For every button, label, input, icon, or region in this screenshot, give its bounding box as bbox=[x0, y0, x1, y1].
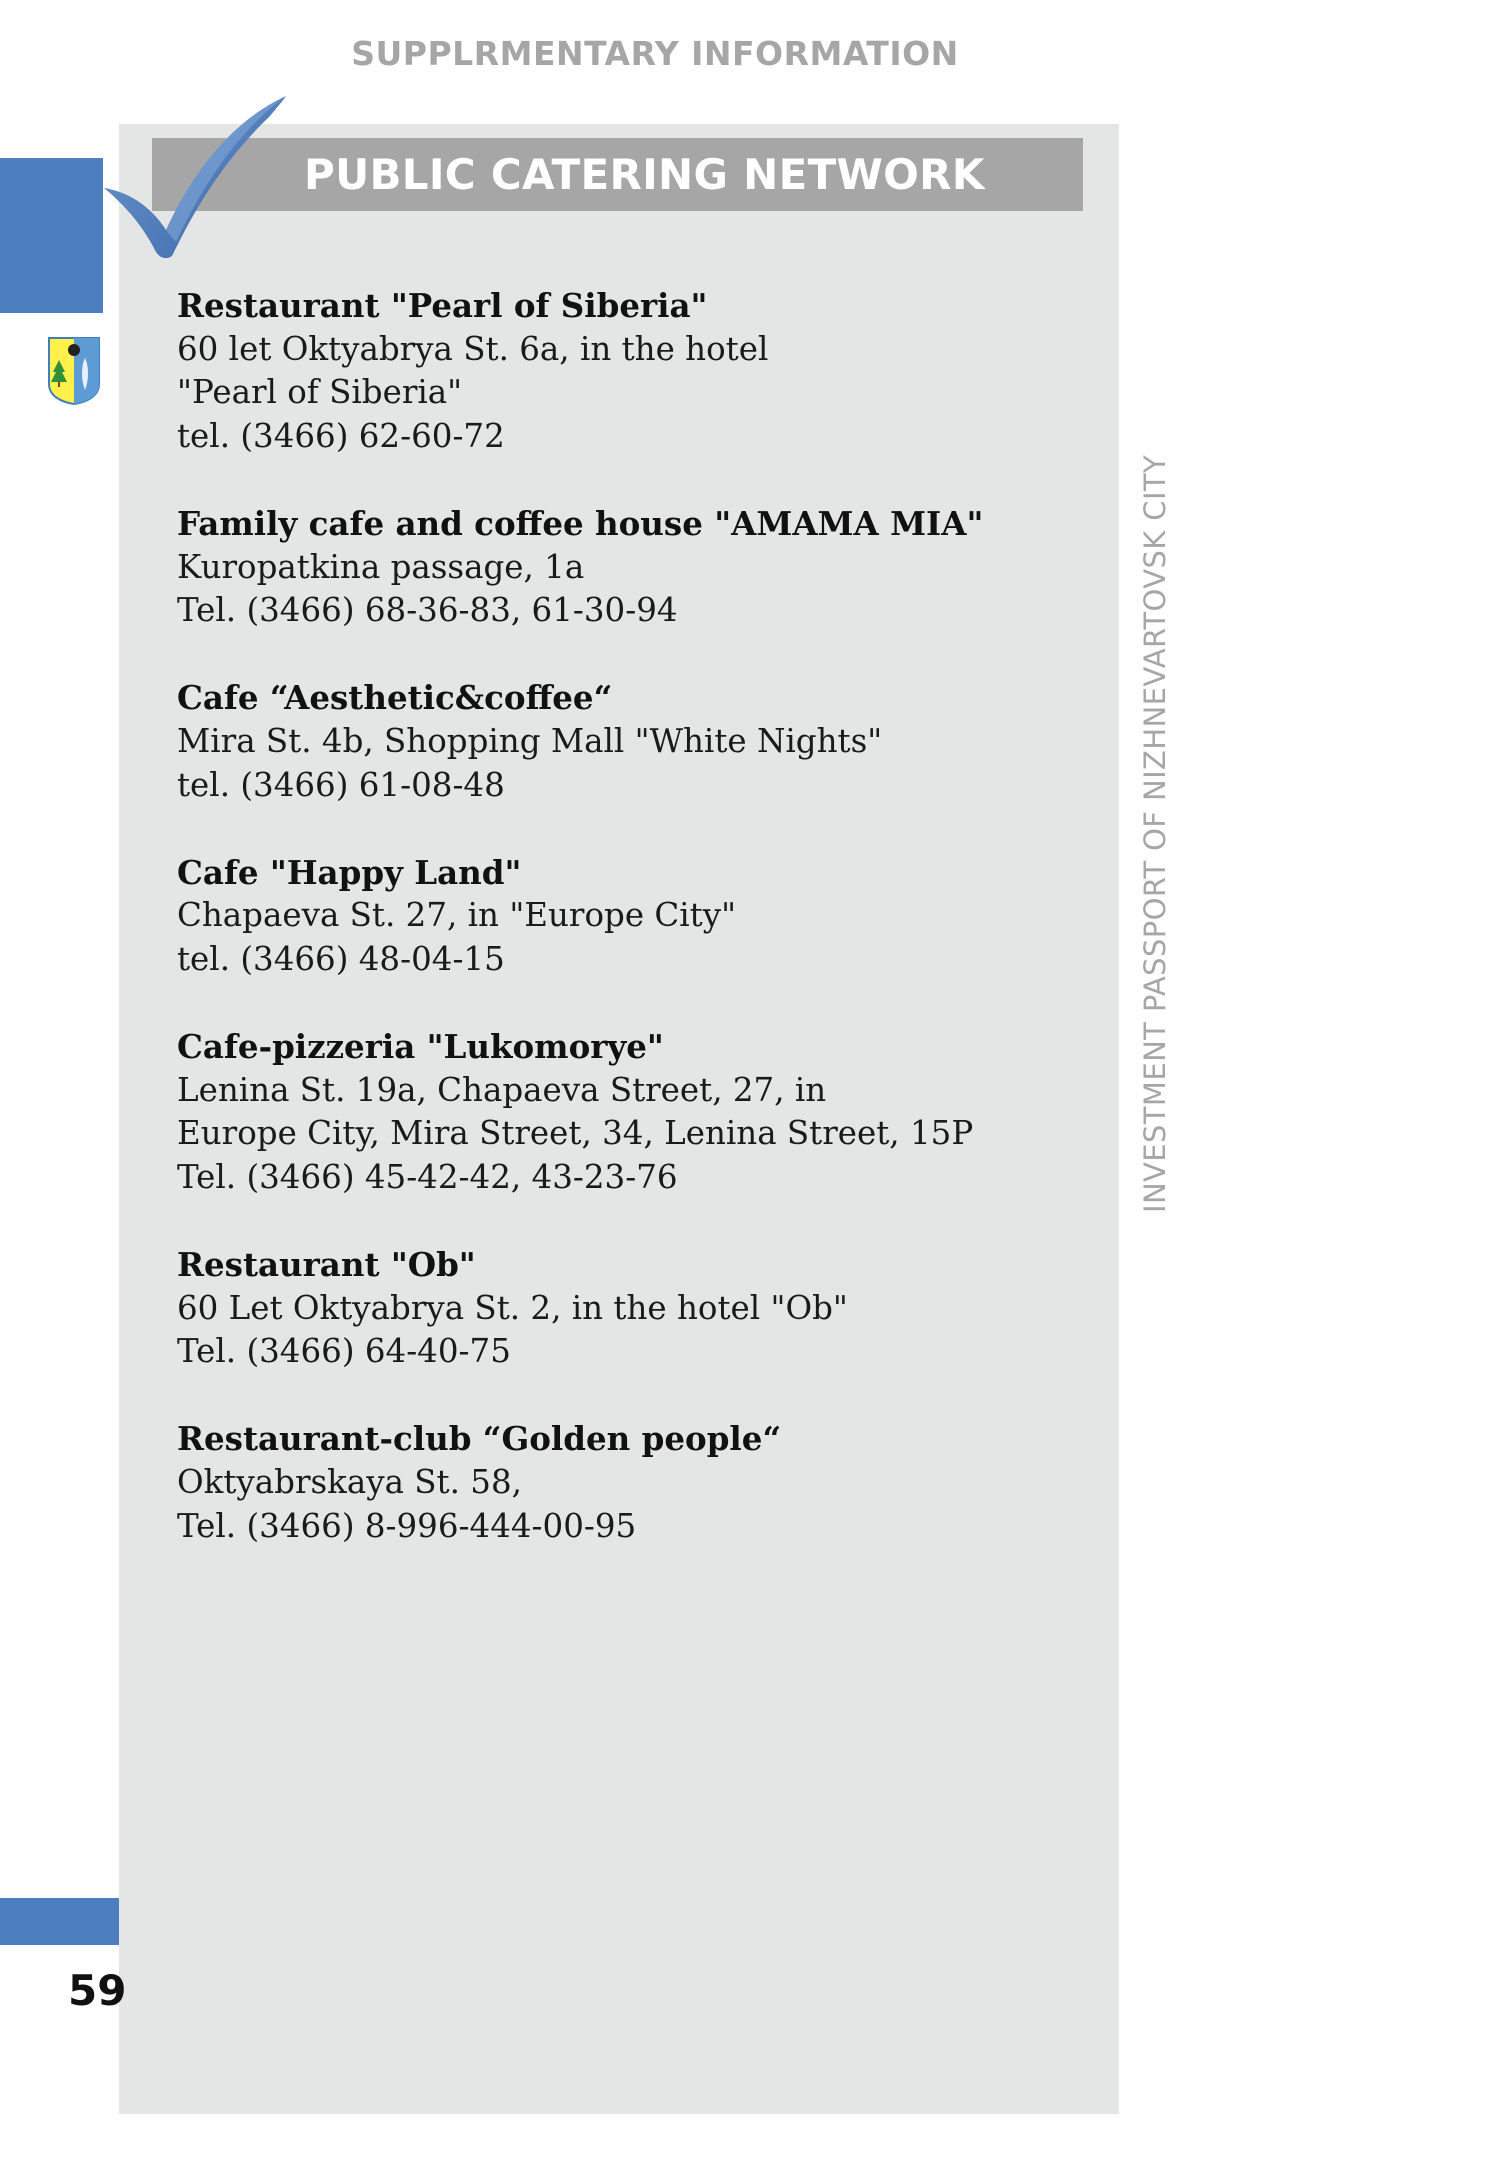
venue-detail: Mira St. 4b, Shopping Mall "White Nights" bbox=[177, 721, 883, 760]
title-bar bbox=[152, 138, 1083, 211]
left-accent-tab bbox=[0, 158, 103, 313]
catering-list bbox=[177, 284, 1077, 1592]
venue-detail: Europe City, Mira Street, 34, Lenina Street, 15P bbox=[177, 1114, 974, 1153]
venue-name: Restaurant "Ob" bbox=[177, 1245, 476, 1285]
venue-detail: Tel. (3466) 45-42-42, 43-23-76 bbox=[177, 1157, 678, 1196]
venue-detail: tel. (3466) 61-08-48 bbox=[177, 765, 505, 804]
venue-detail: Oktyabrskaya St. 58, bbox=[177, 1463, 522, 1502]
venue-detail: tel. (3466) 48-04-15 bbox=[177, 939, 505, 978]
venue-name: Restaurant-club “Golden people“ bbox=[177, 1419, 782, 1459]
list-item bbox=[177, 851, 1077, 982]
venue-name: Family cafe and coffee house "AMAMA MIA" bbox=[177, 503, 984, 543]
venue-detail: Tel. (3466) 8-996-444-00-95 bbox=[177, 1506, 637, 1545]
venue-detail: 60 Let Oktyabrya St. 2, in the hotel "Ob" bbox=[177, 1288, 848, 1327]
list-item bbox=[177, 676, 1077, 807]
list-item bbox=[177, 1025, 1077, 1199]
list-item bbox=[177, 502, 1077, 633]
list-item bbox=[177, 284, 1077, 458]
page-number: 59 bbox=[68, 1966, 127, 2015]
checkmark-icon bbox=[100, 92, 290, 262]
venue-name: Cafe "Happy Land" bbox=[177, 852, 522, 892]
venue-detail: Lenina St. 19a, Chapaeva Street, 27, in bbox=[177, 1070, 827, 1109]
venue-name: Cafe-pizzeria "Lukomorye" bbox=[177, 1027, 664, 1067]
venue-detail: Tel. (3466) 68-36-83, 61-30-94 bbox=[177, 591, 678, 630]
side-label: INVESTMENT PASSPORT OF NIZHNEVARTOVSK CITY bbox=[1138, 454, 1172, 1213]
section-header: SUPPLRMENTARY INFORMATION bbox=[351, 34, 959, 73]
page-number-tab bbox=[0, 1898, 119, 1945]
venue-name: Cafe “Aesthetic&coffee“ bbox=[177, 678, 613, 718]
venue-name: Restaurant "Pearl of Siberia" bbox=[177, 286, 708, 325]
venue-detail: tel. (3466) 62-60-72 bbox=[177, 416, 505, 455]
venue-detail: 60 let Oktyabrya St. 6a, in the hotel bbox=[177, 329, 769, 368]
venue-detail: Tel. (3466) 64-40-75 bbox=[177, 1332, 511, 1371]
city-emblem-icon bbox=[47, 336, 101, 406]
page-title: PUBLIC CATERING NETWORK bbox=[304, 150, 985, 199]
list-item bbox=[177, 1417, 1077, 1548]
venue-detail: Chapaeva St. 27, in "Europe City" bbox=[177, 896, 737, 935]
venue-detail: Kuropatkina passage, 1a bbox=[177, 547, 585, 586]
venue-detail: "Pearl of Siberia" bbox=[177, 373, 463, 412]
list-item bbox=[177, 1243, 1077, 1374]
